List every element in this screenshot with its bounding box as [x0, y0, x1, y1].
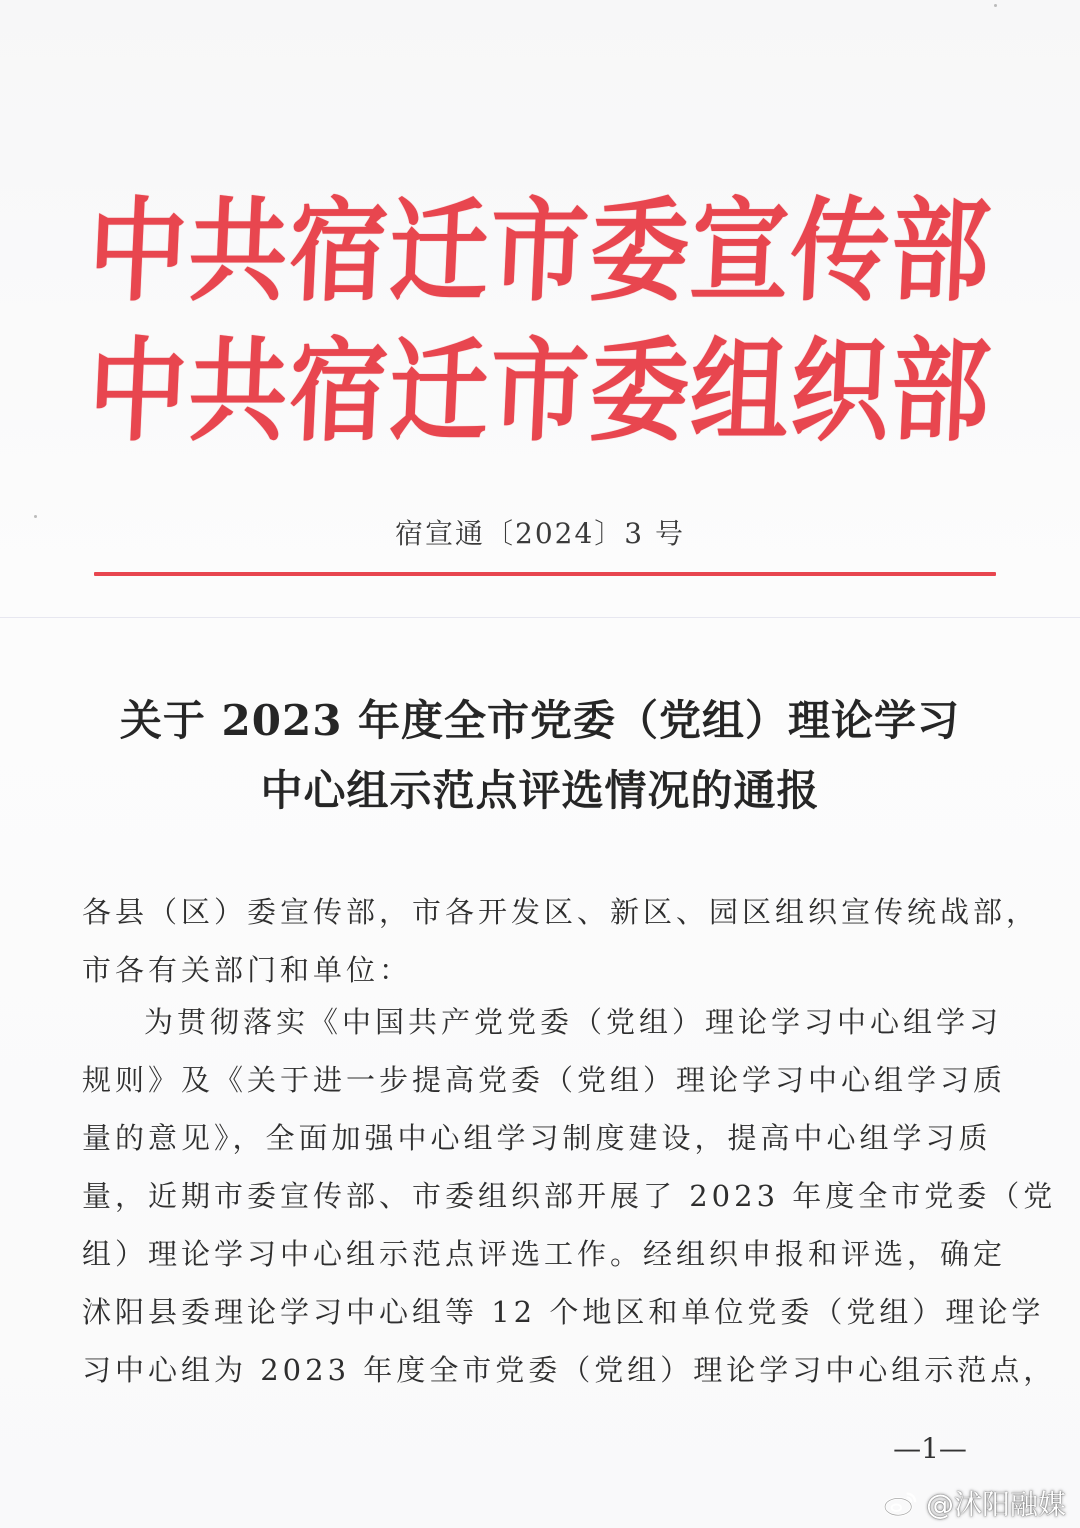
issuer-header-organization: 中共宿迁市委组织部	[85, 326, 995, 457]
body-line: 市各有关部门和单位：	[82, 953, 413, 987]
body-line: 量的意见》，全面加强中心组学习制度建设，提高中心组学习质	[82, 1121, 992, 1155]
document-number: 宿宣通〔2024〕3 号	[395, 517, 685, 550]
source-watermark	[882, 1483, 1066, 1523]
weibo-icon	[882, 1488, 920, 1518]
body-line: 各县（区）委宣传部，市各开发区、新区、园区组织宣传统战部，	[82, 895, 1040, 929]
document-title-line-2: 中心组示范点评选情况的通报	[260, 766, 820, 815]
scan-faint-line	[0, 617, 1080, 618]
body-line: 组）理论学习中心组示范点评选工作。经组织申报和评选，确定	[82, 1237, 1007, 1271]
body-line: 规则》及《关于进一步提高党委（党组）理论学习中心组学习质	[82, 1063, 1007, 1097]
watermark-text: @沭阳融媒	[925, 1488, 1066, 1521]
body-line: 沭阳县委理论学习中心组等 12 个地区和单位党委（党组）理论学	[82, 1295, 1045, 1329]
scan-speck	[994, 4, 997, 7]
body-line: 为贯彻落实《中国共产党党委（党组）理论学习中心组学习	[144, 1005, 1003, 1039]
red-separator-line	[94, 572, 996, 576]
document-title-line-1: 关于 2023 年度全市党委（党组）理论学习	[119, 696, 961, 745]
body-line: 量，近期市委宣传部、市委组织部开展了 2023 年度全市党委（党	[82, 1179, 1057, 1213]
issuer-header-propaganda: 中共宿迁市委宣传部	[85, 186, 995, 317]
body-line: 习中心组为 2023 年度全市党委（党组）理论学习中心组示范点，	[82, 1353, 1057, 1387]
page-number: —1—	[893, 1432, 967, 1465]
